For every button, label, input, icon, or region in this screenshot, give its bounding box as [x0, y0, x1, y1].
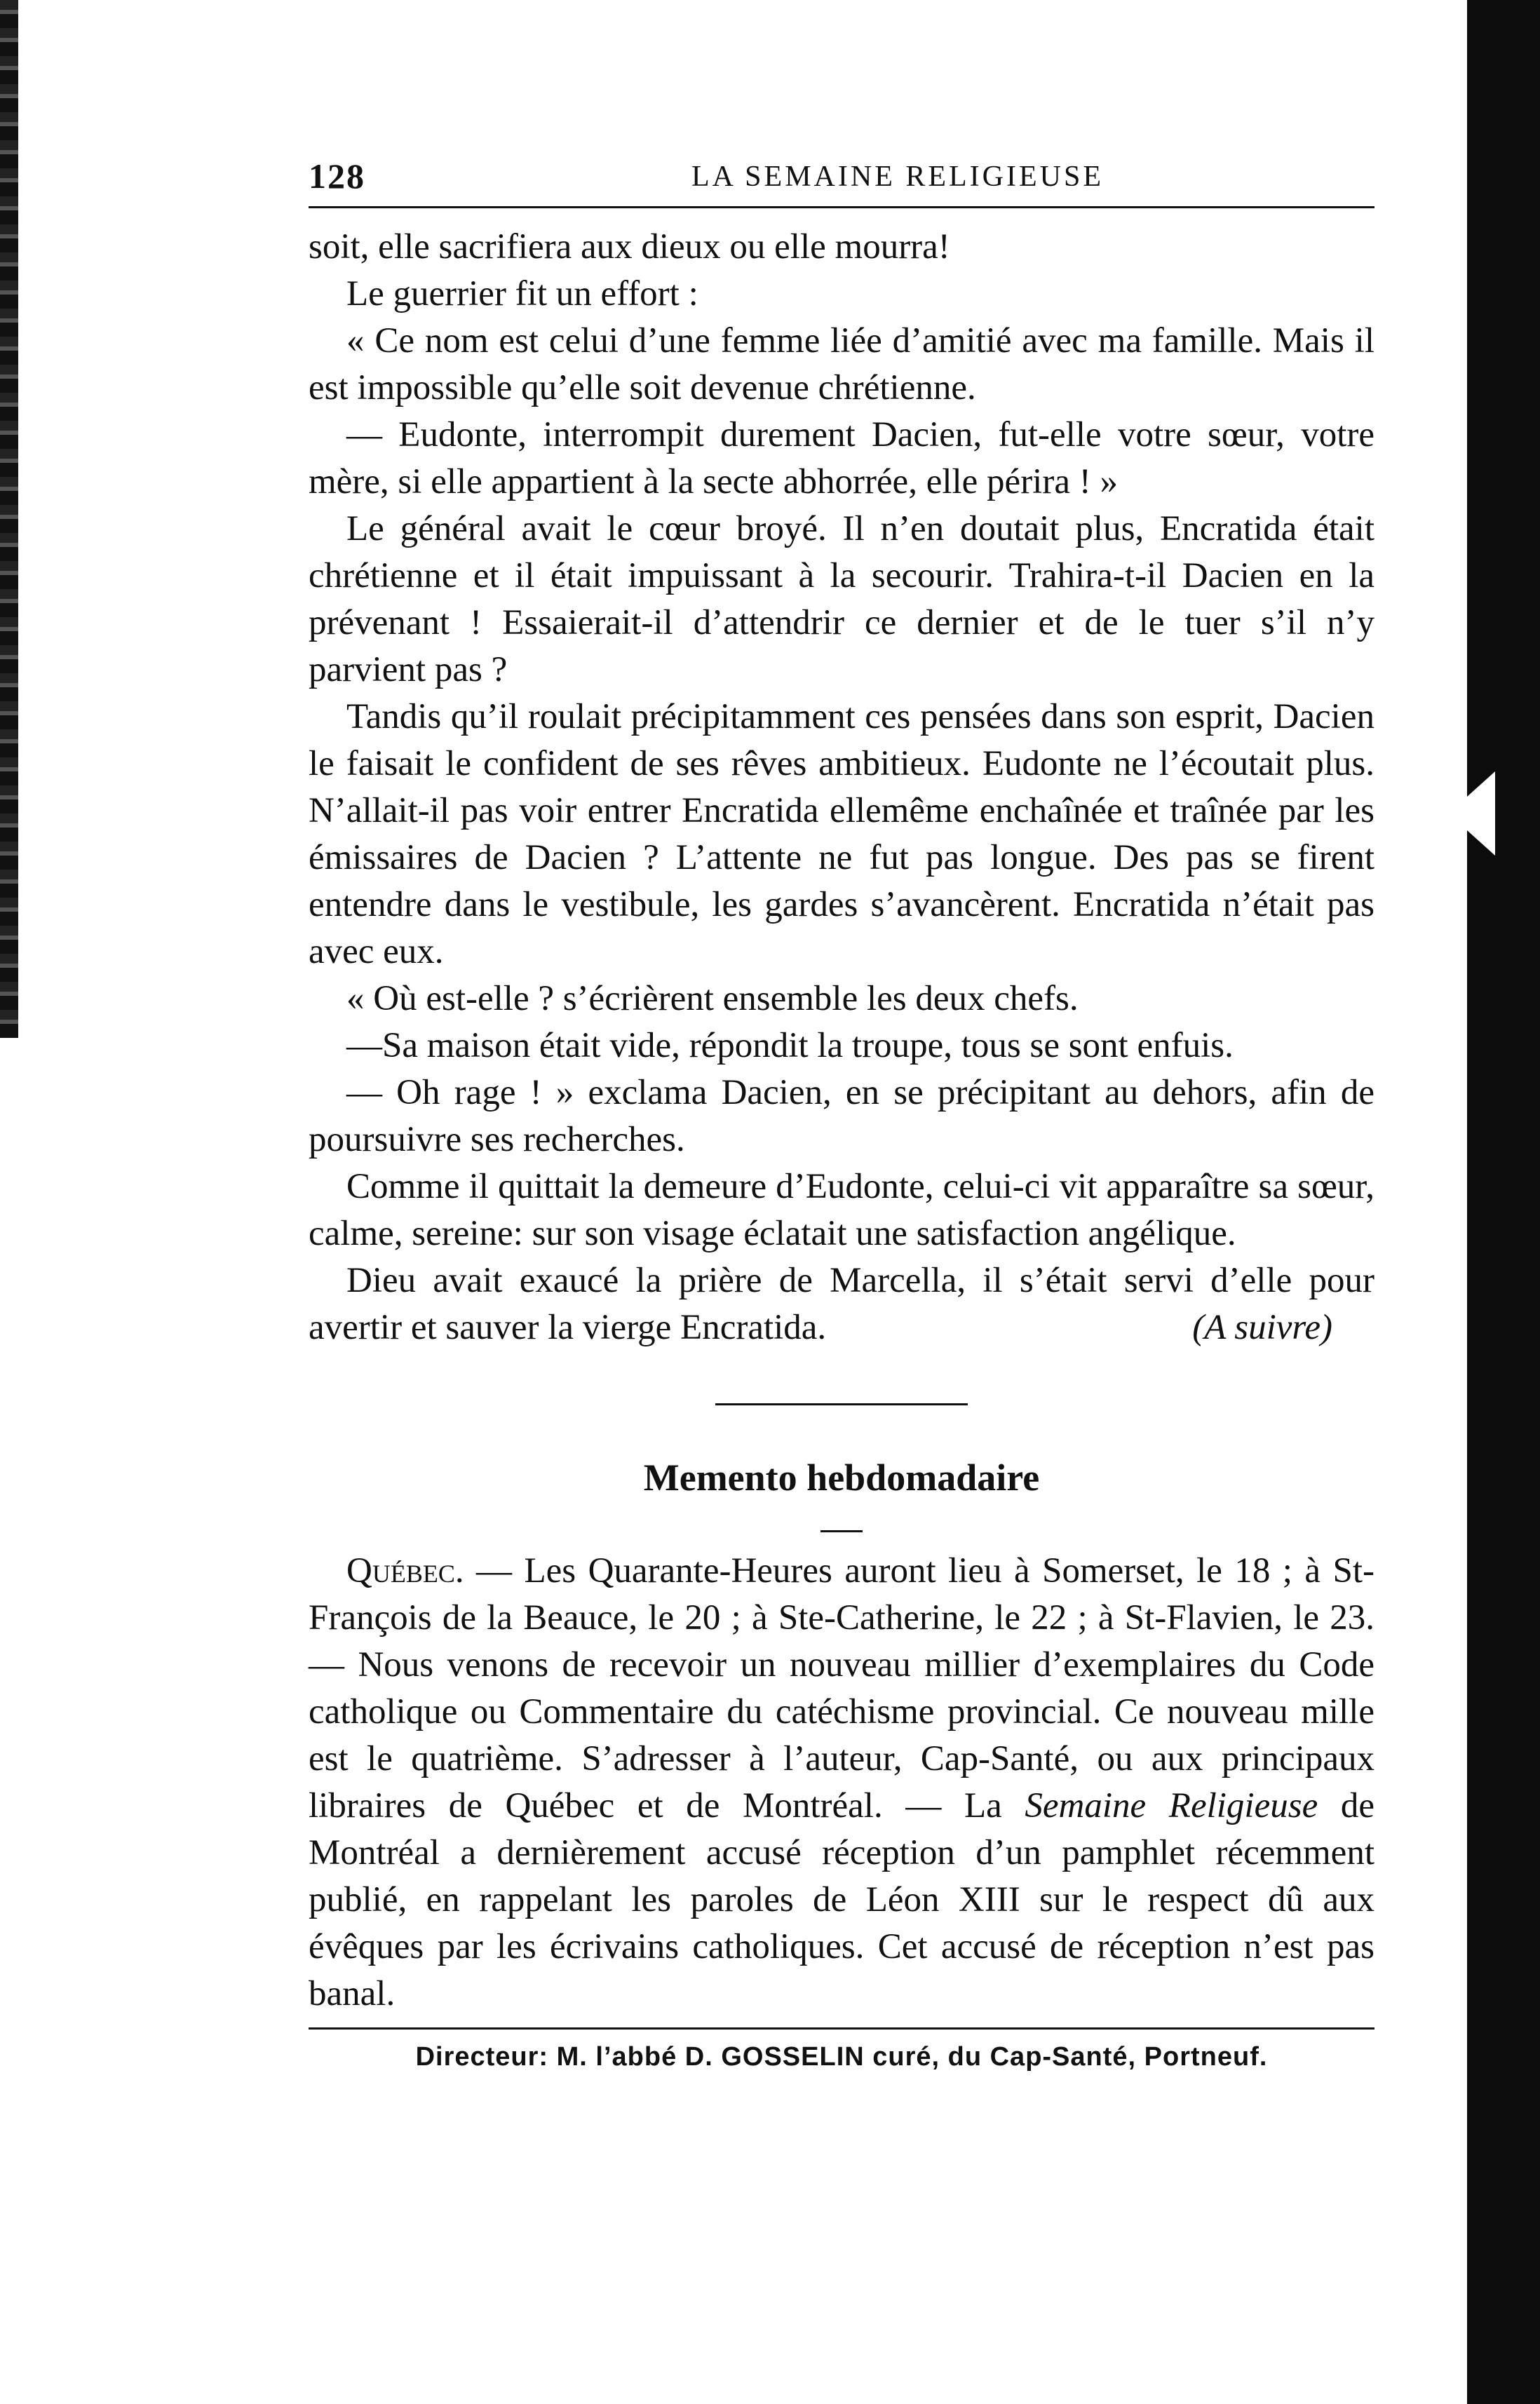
to-be-continued: (A suivre): [1192, 1308, 1332, 1347]
memento-paragraph: [309, 1548, 1374, 2018]
story-paragraph: Le guerrier fit un effort :: [346, 274, 698, 313]
publication-title: Semaine Religieuse: [1025, 1786, 1318, 1825]
scan-border-right: [1467, 0, 1540, 2404]
page-number: 128: [309, 156, 365, 196]
footer-rule: [309, 2027, 1374, 2030]
memento-title: Memento hebdomadaire: [643, 1457, 1040, 1499]
running-title: LA SEMAINE RELIGIEUSE: [691, 161, 1104, 193]
memento-text: [309, 1548, 1374, 2018]
story-paragraph: — Oh rage ! » exclama Dacien, en se précipitant au dehors, afin de poursuivre ses recherches.: [309, 1073, 1374, 1159]
section-divider: [715, 1403, 968, 1405]
scan-border-left: [0, 0, 18, 1038]
place-name: Québec.: [346, 1551, 464, 1591]
memento-text-part-1: — Les Quarante-Heures auront lieu à Somerset, le 18 ; à St-François de la Beauce, le 20 ; à Ste-Catherine, le 22 ; à St-Flavien, le 23. — Nous venons de recevoir un nouveau millier d’exemplaires du Code catholique ou Commentaire du catéchisme provincial. Ce nouveau mille est le quatrième. S’adresser à l’auteur, Cap-Santé, ou aux principaux libraires de Québec et de Montréal. — La: [309, 1551, 1374, 1825]
story-paragraph: —Sa maison était vide, répondit la troupe, tous se sont enfuis.: [346, 1026, 1234, 1065]
story-paragraph: soit, elle sacrifiera aux dieux ou elle mourra!: [309, 227, 950, 266]
story-paragraph: Le général avait le cœur broyé. Il n’en doutait plus, Encratida était chrétienne et il était impuissant à la secourir. Trahira-t-il Dacien en la prévenant ! Essaierait-il d’attendrir ce dernier et de le tuer s’il n’y parvient pas ?: [309, 509, 1374, 689]
story-paragraph: Tandis qu’il roulait précipitamment ces pensées dans son esprit, Dacien le faisait le confident de ses rêves ambitieux. Eudonte ne l’écoutait plus. N’allait-il pas voir entrer Encratida ellemême enchaînée et traînée par les émissaires de Dacien ? L’attente ne fut pas longue. Des pas se firent entendre dans le vestibule, les gardes s’avancèrent. Encratida n’était pas avec eux.: [309, 697, 1374, 971]
story-paragraph: « Ce nom est celui d’une femme liée d’amitié avec ma famille. Mais il est impossible qu’elle soit devenue chrétienne.: [309, 321, 1374, 407]
header-rule: [309, 206, 1374, 208]
footer-imprint: Directeur: M. l’abbé D. GOSSELIN curé, du Cap-Santé, Portneuf.: [415, 2042, 1268, 2072]
story-final-text: Dieu avait exaucé la prière de Marcella, il s’était servi d’elle pour avertir et sauver la vierge Encratida.: [309, 1261, 1374, 1347]
story-final-paragraph: [309, 1257, 1374, 1351]
title-divider: [820, 1530, 863, 1532]
story-paragraph: — Eudonte, interrompit durement Dacien, fut-elle votre sœur, votre mère, si elle appartient à la secte abhorrée, elle périra ! »: [309, 415, 1374, 501]
story-paragraph: Comme il quittait la demeure d’Eudonte, celui-ci vit apparaître sa sœur, calme, sereine: sur son visage éclatait une satisfaction angélique.: [309, 1167, 1374, 1253]
story-text: [309, 224, 1374, 1351]
scan-notch: [1467, 771, 1495, 856]
memento-text-part-2: de Montréal a dernièrement accusé réception d’un pamphlet récemment publié, en rappelant les paroles de Léon XIII sur le respect dû aux évêques par les écrivains catholiques. Cet accusé de réception n’est pas banal.: [309, 1786, 1374, 2013]
story-paragraph: « Où est-elle ? s’écrièrent ensemble les deux chefs.: [346, 979, 1079, 1018]
page-header: [309, 140, 1374, 203]
document-page: [309, 140, 1374, 2072]
